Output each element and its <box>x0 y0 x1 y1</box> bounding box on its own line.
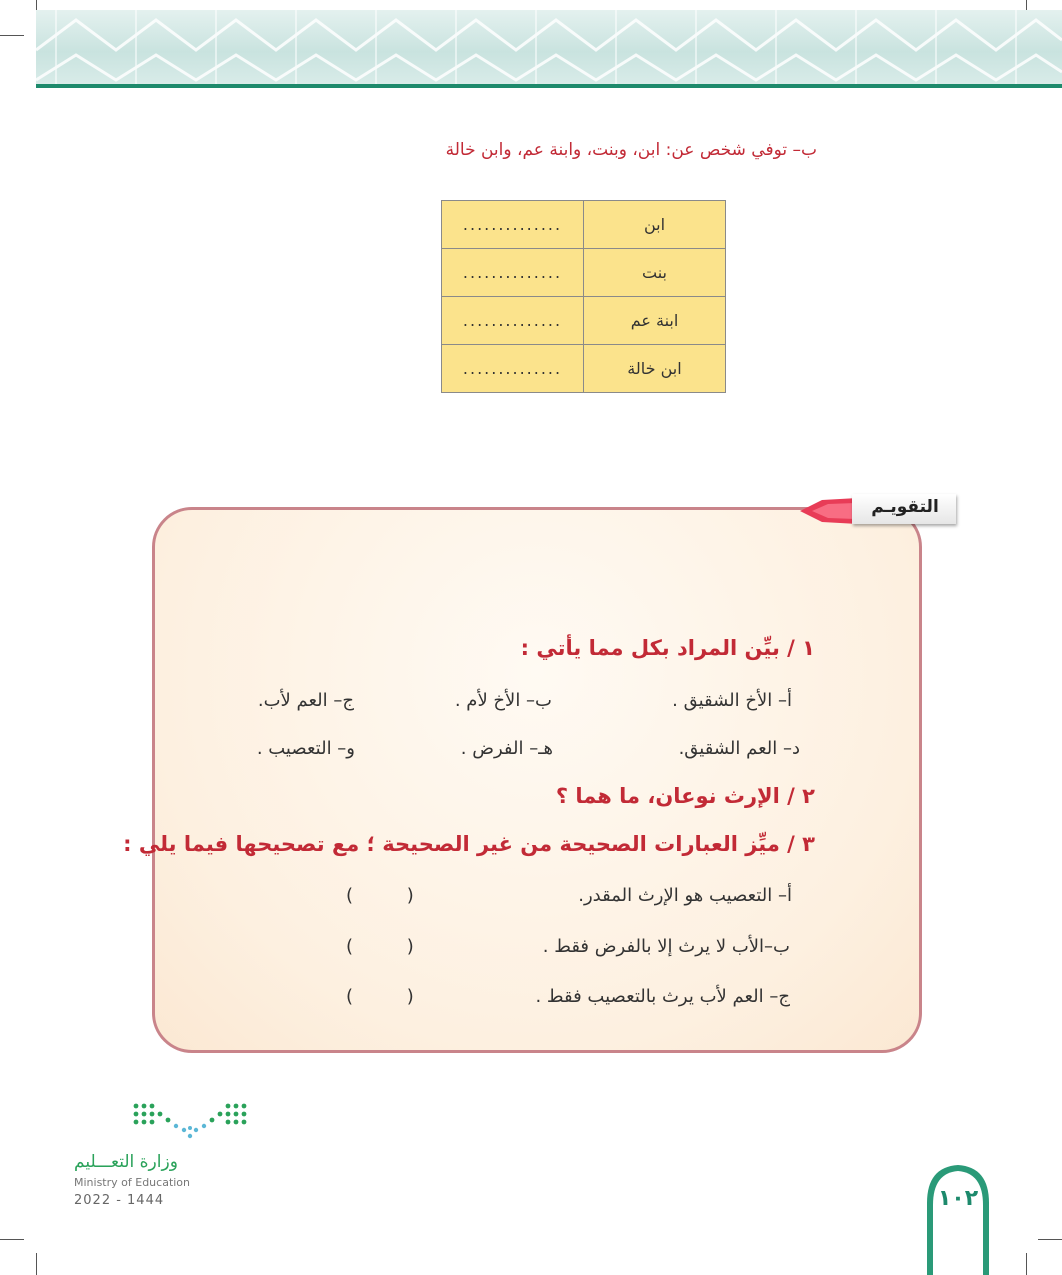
evaluation-tag <box>800 494 956 528</box>
ministry-logo-icon <box>72 1100 252 1150</box>
heir-cell: بنت <box>584 249 726 297</box>
answer-parentheses[interactable]: ( ) <box>346 986 438 1007</box>
q3-item: أ– التعصيب هو الإرث المقدر. <box>578 885 792 906</box>
heir-cell: ابن <box>584 201 726 249</box>
banner-rule <box>36 84 1062 88</box>
table-row <box>442 345 726 393</box>
crop-mark <box>36 1253 37 1275</box>
question-2: ٢ / الإرث نوعان، ما هما ؟ <box>555 784 815 808</box>
evaluation-title: التقويـم <box>871 497 939 517</box>
question-1: ١ / بيِّن المراد بكل مما يأتي : <box>520 636 815 660</box>
page-number: ١٠٢ <box>937 1186 979 1211</box>
answer-cell[interactable]: .............. <box>442 201 584 249</box>
question-3: ٣ / ميِّز العبارات الصحيحة من غير الصحيحة ؛ مع تصحيحها فيما يلي : <box>123 832 815 856</box>
crop-mark <box>0 35 24 36</box>
q1-item: ج– العم لأب. <box>257 690 354 711</box>
heir-cell: ابن خالة <box>584 345 726 393</box>
ministry-name-arabic: وزارة التعـــليم <box>74 1152 178 1172</box>
q3-item: ب–الأب لا يرث إلا بالفرض فقط . <box>542 936 790 957</box>
q1-item: د– العم الشقيق. <box>678 738 800 759</box>
ministry-year: 2022 - 1444 <box>74 1193 165 1208</box>
answer-cell[interactable]: .............. <box>442 249 584 297</box>
answer-parentheses[interactable]: ( ) <box>346 936 438 957</box>
header-banner <box>36 10 1062 86</box>
heirs-table <box>441 200 726 393</box>
islamic-pattern-icon <box>36 10 1062 86</box>
evaluation-panel <box>152 507 922 1053</box>
q1-item: ب– الأخ لأم . <box>454 690 552 711</box>
crop-mark <box>0 1239 24 1240</box>
table-row <box>442 201 726 249</box>
answer-cell[interactable]: .............. <box>442 297 584 345</box>
q1-item: و– التعصيب . <box>256 738 355 759</box>
page-number-tab-icon <box>925 1163 991 1275</box>
table-row <box>442 297 726 345</box>
q3-item: ج– العم لأب يرث بالتعصيب فقط . <box>535 986 790 1007</box>
table-row <box>442 249 726 297</box>
problem-statement: ب– توفي شخص عن: ابن، وبنت، وابنة عم، وابن خالة <box>445 140 817 160</box>
ministry-name-english: Ministry of Education <box>74 1176 191 1189</box>
answer-parentheses[interactable]: ( ) <box>346 885 438 906</box>
heir-cell: ابنة عم <box>584 297 726 345</box>
answer-cell[interactable]: .............. <box>442 345 584 393</box>
crop-mark <box>1026 1253 1027 1275</box>
crop-mark <box>1038 1239 1062 1240</box>
q1-item: هـ– الفرض . <box>460 738 553 759</box>
q1-item: أ– الأخ الشقيق . <box>672 690 792 711</box>
